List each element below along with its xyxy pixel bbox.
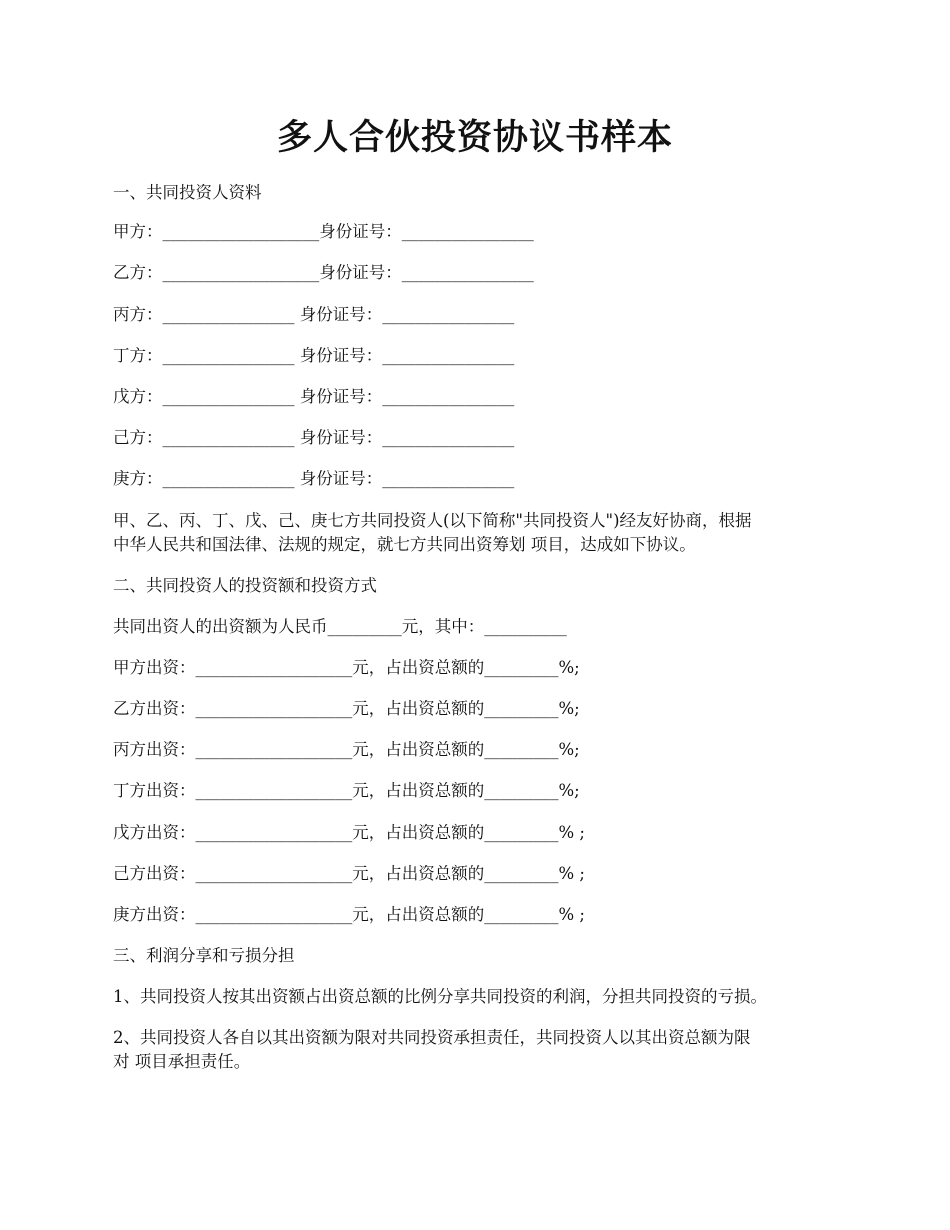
- section-heading-contributions: 二、共同投资人的投资额和投资方式: [113, 576, 377, 595]
- contribution-line-ji: 己方出资：___________________元，占出资总额的_________% ;: [113, 864, 585, 883]
- party-line-bing: 丙方：________________ 身份证号：________________: [113, 305, 515, 324]
- party-line-yi: 乙方：___________________身份证号：________________: [113, 263, 534, 282]
- intro-line-1: 甲、乙、丙、丁、戊、己、庚七方共同投资人(以下简称"共同投资人")经友好协商，根据: [113, 511, 752, 530]
- contribution-line-wu: 戊方出资：___________________元，占出资总额的_________% ;: [113, 823, 585, 842]
- party-line-geng: 庚方：________________ 身份证号：________________: [113, 469, 515, 488]
- section-heading-investors: 一、共同投资人资料: [113, 183, 262, 202]
- document-title: 多人合伙投资协议书样本: [276, 117, 673, 158]
- contribution-line-ding: 丁方出资：___________________元，占出资总额的_________%;: [113, 781, 580, 800]
- clause-2: [113, 1026, 838, 1074]
- total-contribution-line: 共同出资人的出资额为人民币_________元，其中：__________: [113, 617, 567, 636]
- intro-paragraph: [113, 509, 838, 557]
- clause-2-line-2: 对 项目承担责任。: [113, 1052, 251, 1071]
- section-heading-profit-loss: 三、利润分享和亏损分担: [113, 946, 295, 965]
- contribution-line-bing: 丙方出资：___________________元，占出资总额的_________%;: [113, 740, 580, 759]
- party-line-ji: 己方：________________ 身份证号：________________: [113, 428, 515, 447]
- contribution-line-yi: 乙方出资：___________________元，占出资总额的_________%;: [113, 699, 580, 718]
- party-line-wu: 戊方：________________ 身份证号：________________: [113, 387, 515, 406]
- clause-1: 1、共同投资人按其出资额占出资总额的比例分享共同投资的利润，分担共同投资的亏损。: [113, 987, 767, 1006]
- intro-line-2: 中华人民共和国法律、法规的规定，就七方共同出资筹划 项目，达成如下协议。: [113, 535, 696, 554]
- party-line-jia: 甲方：___________________身份证号：________________: [113, 222, 534, 241]
- contribution-line-jia: 甲方出资：___________________元，占出资总额的_________%;: [113, 658, 580, 677]
- clause-2-line-1: 2、共同投资人各自以其出资额为限对共同投资承担责任，共同投资人以其出资总额为限: [113, 1028, 751, 1047]
- party-line-ding: 丁方：________________ 身份证号：________________: [113, 346, 515, 365]
- contribution-line-geng: 庚方出资：___________________元，占出资总额的_________% ;: [113, 905, 585, 924]
